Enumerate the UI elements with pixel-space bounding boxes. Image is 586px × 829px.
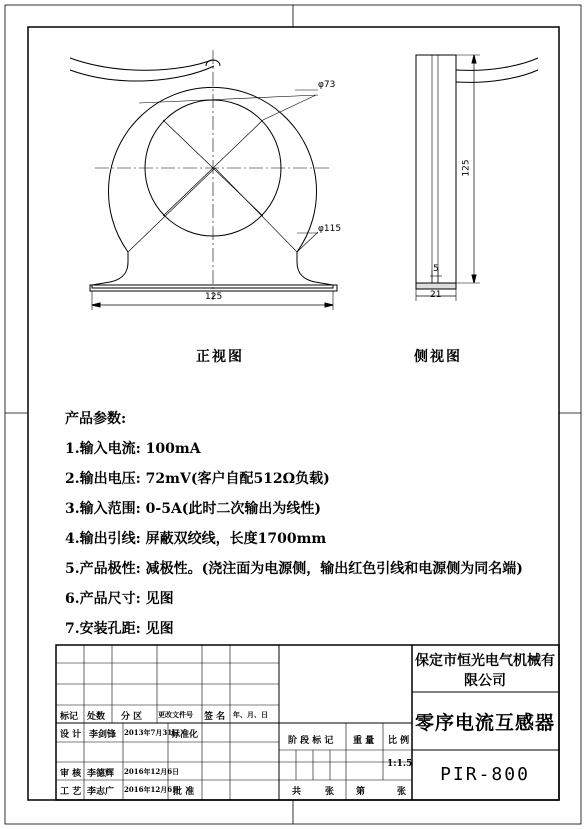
- side-height-label: 125: [461, 159, 472, 177]
- front-view-label: 正视图: [196, 349, 244, 365]
- product-params: [65, 408, 523, 648]
- inner-diameter-label: φ73: [318, 80, 336, 90]
- tb-scale: 1:1.5: [387, 759, 413, 769]
- tb-change-doc: 更改文件号: [158, 710, 193, 719]
- model-code: PIR-800: [440, 764, 530, 785]
- tb-sheet-no: 第: [356, 787, 366, 797]
- tb-design-label: 设 计: [60, 730, 82, 740]
- param-item: 1.输入电流: 100mA: [65, 441, 201, 457]
- front-view: [70, 50, 337, 310]
- tb-review-label: 审 核: [60, 769, 82, 779]
- tb-zone: 分 区: [121, 712, 143, 722]
- params-title: 产品参数:: [65, 411, 127, 427]
- company-name: 保定市恒光电气机械有限公司: [415, 653, 555, 689]
- tb-signature: 签 名: [204, 712, 226, 722]
- tb-standard-label: 标准化: [171, 730, 199, 740]
- outer-diameter-label: φ115: [318, 224, 342, 234]
- tb-process-date: 2016年12月6日: [124, 785, 180, 794]
- tb-mark: 标记: [60, 712, 79, 722]
- tb-sheet-unit: 张: [397, 787, 407, 797]
- tb-design-date: 2013年7月31日: [124, 728, 180, 737]
- side-width-label: 21: [430, 290, 442, 300]
- param-item: 5.产品极性: 减极性。(浇注面为电源侧，输出红色引线和电源侧为同名端): [65, 561, 523, 577]
- tb-design-name: 李剑锋: [89, 730, 117, 740]
- tb-stage-mark: 阶 段 标 记: [288, 736, 334, 746]
- param-item: 3.输入范围: 0-5A(此时二次输出为线性): [65, 501, 322, 517]
- tb-count: 处数: [87, 712, 106, 722]
- tb-ratio: 比 例: [388, 736, 410, 746]
- tb-weight: 重 量: [353, 736, 375, 746]
- tb-review-name: 李德辉: [87, 769, 115, 779]
- side-view-label: 侧视图: [414, 349, 462, 365]
- tb-approve-label: 批 准: [173, 787, 195, 797]
- param-item: 6.产品尺寸: 见图: [65, 591, 174, 607]
- param-item: 4.输出引线: 屏蔽双绞线，长度1700mm: [65, 531, 327, 547]
- tb-process-label: 工 艺: [60, 787, 82, 797]
- tb-process-name: 李志广: [87, 787, 115, 797]
- tb-sheets: 张: [325, 787, 335, 797]
- tb-total: 共: [292, 787, 302, 797]
- product-name: 零序电流互感器: [414, 712, 555, 734]
- param-item: 2.输出电压: 72mV(客户自配512Ω负载): [65, 471, 330, 487]
- param-item: 7.安装孔距: 见图: [65, 621, 174, 637]
- tb-review-date: 2016年12月6日: [124, 767, 180, 776]
- front-width-label: 125: [205, 292, 223, 302]
- tb-date: 年、月、日: [233, 710, 268, 719]
- side-base-label: 5: [433, 264, 439, 274]
